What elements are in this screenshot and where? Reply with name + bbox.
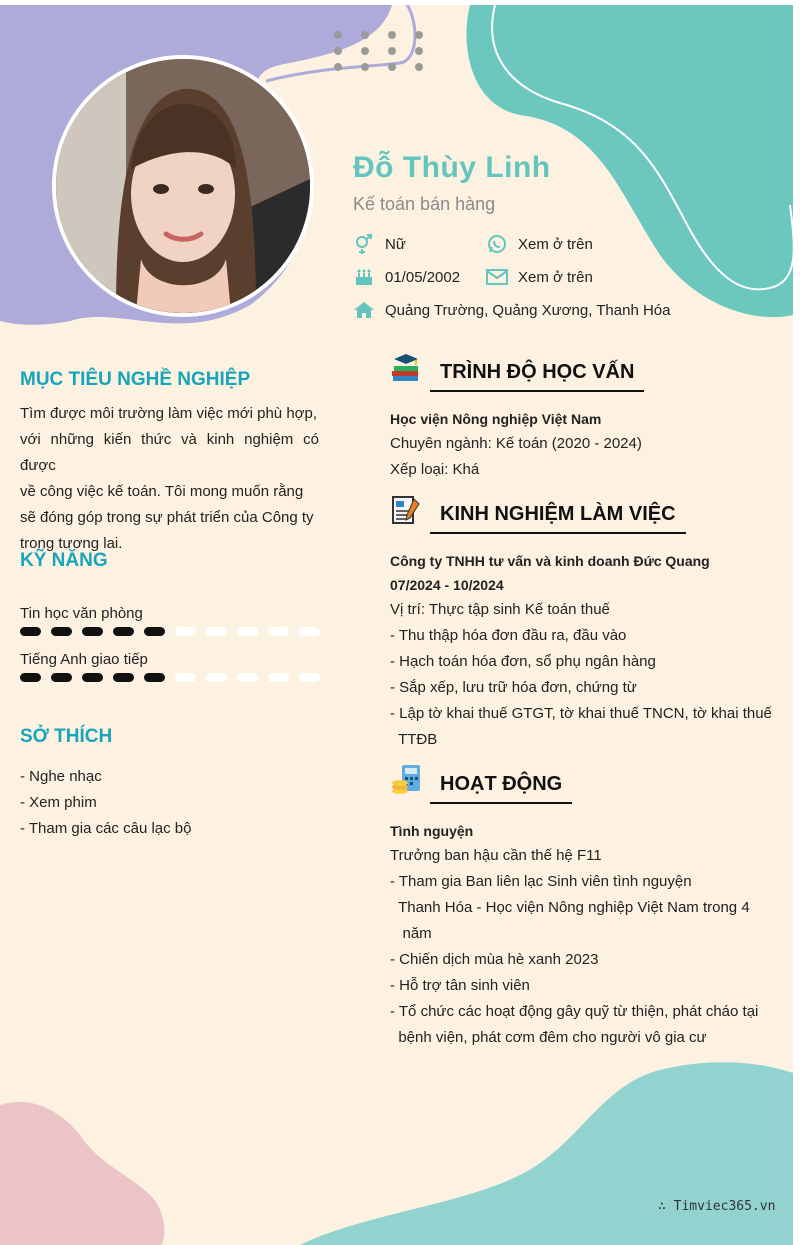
gender-icon (353, 234, 375, 254)
experience-company: Công ty TNHH tư vấn và kinh doanh Đức Quang (390, 553, 710, 569)
skill-dash-empty (268, 673, 289, 682)
activity-line: Thanh Hóa - Học viện Nông nghiệp Việt Nam trong 4 (390, 899, 750, 916)
skills-title: KỸ NĂNG (20, 550, 108, 571)
gender-value: Nữ (385, 235, 406, 253)
skill-level-bar (20, 673, 320, 682)
skill-dash-filled (144, 627, 165, 636)
job-title: Kế toán bán hàng (353, 194, 496, 214)
skill-dash-filled (20, 627, 41, 636)
activity-line: - Hỗ trợ tân sinh viên (390, 977, 530, 994)
education-rank: Xếp loại: Khá (390, 461, 480, 478)
info-phone (486, 234, 593, 254)
experience-line: - Hạch toán hóa đơn, sổ phụ ngân hàng (390, 653, 656, 670)
skill-dash-filled (51, 627, 72, 636)
activities-title: HOẠT ĐỘNG (430, 773, 572, 804)
teal-bottom-blob (300, 1062, 793, 1245)
objective-title: MỤC TIÊU NGHỀ NGHIỆP (20, 369, 251, 390)
objective-line: Tìm được môi trường làm việc mới phù hợp, (20, 405, 318, 422)
hobby-item: - Xem phim (20, 794, 97, 811)
calculator-coins-icon (390, 763, 422, 795)
activity-line: Trưởng ban hậu cần thế hệ F11 (390, 847, 602, 864)
education-school: Học viện Nông nghiệp Việt Nam (390, 411, 602, 427)
pink-blob (0, 1102, 164, 1245)
skill-dash-filled (113, 673, 134, 682)
avatar-photo (52, 55, 314, 317)
footer-brand: ∴ Timviec365.vn (658, 1199, 776, 1214)
skill-dash-filled (51, 673, 72, 682)
skill-dash-filled (113, 627, 134, 636)
skill-dash-filled (20, 673, 41, 682)
objective-line: sẽ đóng góp trong sự phát triển của Công ty (20, 509, 314, 526)
skill-dash-empty (237, 673, 258, 682)
whatsapp-icon (486, 234, 508, 254)
skill-level-bar (20, 627, 320, 636)
education-title: TRÌNH ĐỘ HỌC VẤN (430, 361, 644, 392)
skill-dash-empty (175, 627, 196, 636)
skill-dash-filled (82, 673, 103, 682)
activity-line: bệnh viện, phát cơm đêm cho người vô gia cư (390, 1029, 707, 1046)
experience-line: - Thu thập hóa đơn đầu ra, đầu vào (390, 627, 627, 644)
info-address (353, 300, 670, 320)
skill-dash-empty (299, 627, 320, 636)
candidate-name: Đỗ Thùy Linh (353, 151, 551, 184)
home-icon (353, 300, 375, 320)
experience-line: - Lập tờ khai thuế GTGT, tờ khai thuế TNCN, tờ khai thuế (390, 705, 772, 722)
experience-line: - Sắp xếp, lưu trữ hóa đơn, chứng từ (390, 679, 637, 696)
objective-line: với những kiến thức và kinh nghiệm có được (20, 431, 319, 474)
skill-name: Tiếng Anh giao tiếp (20, 651, 148, 668)
skill-dash-empty (237, 627, 258, 636)
info-birthday (353, 267, 460, 287)
dot-grid (332, 29, 432, 79)
activities-heading: Tình nguyện (390, 823, 474, 839)
skill-dash-filled (82, 627, 103, 636)
info-email (486, 267, 593, 287)
skill-dash-empty (268, 627, 289, 636)
skill-dash-empty (206, 673, 227, 682)
hobbies-title: SỞ THÍCH (20, 726, 113, 747)
skill-dash-empty (206, 627, 227, 636)
experience-line: TTĐB (390, 731, 438, 748)
activity-line: - Chiến dịch mùa hè xanh 2023 (390, 951, 599, 968)
skill-name: Tin học văn phòng (20, 605, 143, 622)
email-value: Xem ở trên (518, 268, 593, 286)
experience-title: KINH NGHIỆM LÀM VIỆC (430, 503, 686, 534)
birthday-value: 01/05/2002 (385, 268, 461, 286)
hobby-item: - Tham gia các câu lạc bộ (20, 820, 192, 837)
objective-line: trong tương lai. (20, 535, 123, 552)
hobby-item: - Nghe nhạc (20, 768, 102, 785)
skill-dash-empty (175, 673, 196, 682)
cake-icon (353, 267, 375, 287)
objective-line: về công việc kế toán. Tôi mong muốn rằng (20, 483, 304, 500)
activity-line: - Tổ chức các hoạt động gây quỹ từ thiện, phát cháo tại (390, 1003, 759, 1020)
skill-dash-filled (144, 673, 165, 682)
activity-line: - Tham gia Ban liên lạc Sinh viên tình nguyện (390, 873, 692, 890)
info-gender (353, 234, 406, 254)
cv-paper (0, 5, 793, 1245)
document-icon (390, 493, 422, 525)
skill-dash-empty (299, 673, 320, 682)
experience-period: 07/2024 - 10/2024 (390, 577, 504, 593)
mail-icon (486, 267, 508, 287)
education-major: Chuyên ngành: Kế toán (2020 - 2024) (390, 435, 642, 452)
books-icon (390, 351, 422, 383)
experience-line: Vị trí: Thực tập sinh Kế toán thuế (390, 601, 610, 618)
phone-value: Xem ở trên (518, 235, 593, 253)
address-value: Quảng Trường, Quảng Xương, Thanh Hóa (385, 301, 671, 319)
activity-line: năm (390, 925, 432, 942)
objective-text (20, 401, 319, 557)
